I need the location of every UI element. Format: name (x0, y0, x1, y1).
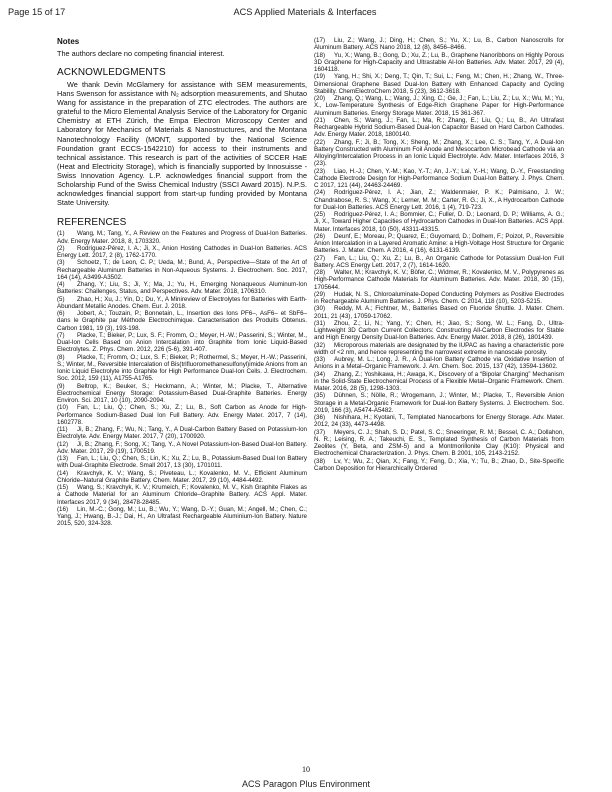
reference-number: (24) (314, 189, 326, 197)
reference-text: Lv, Y.; Wu, Z.; Qian, X.; Fang, Y.; Feng, D.; Xia, Y.; Tu, B.; Zhao, D., Site-Specific Carbon Deposition for Hierarchically Ordered (314, 457, 564, 472)
reference-item (314, 356, 564, 371)
reference-number: (10) (57, 404, 69, 412)
reference-number: (23) (314, 167, 326, 175)
reference-number: (17) (314, 37, 326, 44)
reference-text: Chen, S.; Wang, J.; Fan, L.; Ma, R.; Zhang, E.; Liu, Q.; Lu, B., An Ultrafast Rechargeable Hybrid Sodium-Based Dual-Ion Capacitor Based on Hard Carbon Cathodes. Adv. Energy Mater. 2018, 1800140. (314, 116, 564, 139)
reference-item (57, 404, 307, 426)
reference-list-left (57, 230, 307, 527)
reference-number: (12) (57, 440, 69, 448)
reference-number: (8) (57, 353, 65, 361)
reference-number: (27) (314, 254, 326, 262)
reference-number: (38) (314, 457, 326, 465)
reference-item (314, 371, 564, 393)
reference-item (314, 269, 564, 291)
reference-number: (5) (57, 295, 65, 303)
reference-text: Zhang, Q.; Wang, L.; Wang, J.; Xing, C.; Ge, J.; Fan, L.; Liu, Z.; Lu, X.; Wu, M.; Yu, X., Low-Temperature Synthesis of Edge-Rich Graphene Paper for High-Performance Aluminum Batteries. Energy Storage Mater. 2018, 15 361-367. (314, 95, 564, 117)
reference-text: Rodríguez-Pérez, I. A.; Bommier, C.; Fuller, D. D.; Leonard, D. P.; Williams, A. G.; Ji, X., Toward Higher Capacities of Hydrocarbon Cathodes in Dual-Ion Batteries. ACS Appl. Mater. Interfaces 2018, 10 (50), 43311-43315. (314, 211, 564, 233)
reference-number: (36) (314, 414, 326, 421)
reference-text: Beltrop, K.; Beuker, S.; Heckmann, A.; Winter, M.; Placke, T., Alternative Electrochemical Energy Storage: Potassium-Based Dual-Graphite Batteries. Energy Environ. Sci. 2017, 10 (10), 2090-2094. (57, 382, 307, 405)
reference-text: Fan, L.; Liu, Q.; Chen, S.; Lin, K.; Xu, Z.; Lu, B., Potassium-Based Dual Ion Battery with Dual-Graphite Electrode. Small 2017, 13 (30), 1701011. (57, 455, 307, 470)
reference-text: Rodríguez-Pérez, I. A.; Ji, X., Anion Hosting Cathodes in Dual-Ion Batteries. ACS Energy Lett. 2017, 2 (8), 1762-1770. (57, 244, 307, 260)
page-header (8, 7, 602, 21)
reference-text: Zhang, Y.; Liu, S.; Ji, Y.; Ma, J.; Yu, H., Emerging Nonaqueous Aluminum-Ion Batteries: Challenges, Status, and Perspectives. Adv. Mater. 2018, 1706310. (57, 281, 307, 296)
reference-number: (33) (314, 356, 326, 363)
page-footer: ACS Paragon Plus Environment (241, 779, 371, 789)
reference-text: Microporous materials are designated by the IUPAC as having a characteristic pore width of <2 nm, and hence representing the narrowest extreme in nanoscale porosity. (314, 341, 564, 356)
reference-number: (11) (57, 426, 68, 434)
reference-text: Deunf, E.; Moreau, P.; Quarez, E.; Guyomard, D.; Dolhem, F.; Poizot, P., Reversible Anion Intercalation in a Layered Aromatic Amine: a High-Voltage Host Structure for Organic Batteries. J. Mater. Chem. A 2016, 4 (16), 6131-6139. (314, 232, 564, 255)
reference-text: Fan, L.; Liu, Q.; Xu, Z.; Lu, B., An Organic Cathode for Potassium Dual-Ion Full Battery. ACS Energy Lett. 2017, 2 (7), 1614-1620. (314, 254, 564, 269)
reference-item (314, 73, 564, 95)
reference-number: (30) (314, 305, 326, 313)
reference-number: (35) (314, 392, 326, 400)
reference-text: Placke, T.; Fromm, O.; Lux, S. F.; Bieker, P.; Rothermel, S.; Meyer, H.-W.; Passerini, S.; Winter, M., Reversible Intercalation of Bis(trifluoromethanesulfonyl)imide Anions from an Ionic Liquid Electrolyte into Graphite for High Performance Dual-Ion Cells. J. Electrochem. Soc. 2012, 159 (11), A1755-A1765. (57, 353, 308, 383)
reference-text: Yu, X.; Wang, B.; Gong, D.; Xu, Z.; Lu, B., Graphene Nanoribbons on Highly Porous 3D Graphene for High-Capacity and Ultrastable Al-Ion Batteries. Adv. Mater. 2017, 29 (4), 1604118. (314, 51, 564, 73)
reference-item (57, 426, 307, 441)
reference-item (314, 305, 564, 320)
reference-text: Wang, M.; Tang, Y., A Review on the Features and Progress of Dual-Ion Batteries. Adv. Energy Mater. 2018, 8, 1703320. (57, 230, 307, 245)
reference-item (314, 291, 564, 306)
reference-item (57, 281, 307, 296)
reference-text: Zhang, F.; Ji, B.; Tong, X.; Sheng, M.; Zhang, X.; Lee, C. S.; Tang, Y., A Dual-Ion Battery Constructed with Aluminum Foil Anode and Mesocarbon Microbead Cathode via an Alloying/Intercalation Process in an Ionic Liquid Electrolyte. Adv. Mater. Interfaces 2016, 3 (23). (314, 138, 564, 168)
reference-item (314, 392, 564, 414)
reference-item (57, 245, 307, 260)
reference-item (314, 458, 564, 473)
reference-number: (34) (314, 370, 326, 378)
reference-number: (13) (57, 455, 69, 463)
reference-text: Reddy, M. A.; Fichtner, M., Batteries Based on Fluoride Shuttle. J. Mater. Chem. 2011, 21 (43), 17059-17062. (314, 305, 564, 320)
reference-number: (16) (57, 505, 69, 513)
reference-text: Lin, M.-C.; Gong, M.; Lu, B.; Wu, Y.; Wang, D.-Y.; Guan, M.; Angell, M.; Chen, C.; Yang, J.; Hwang, B.-J.; Dai, H., An Ultrafast Rechargeable Aluminium-Ion Battery. Nature 2015, 520, 324-328. (57, 505, 307, 528)
reference-text: Placke, T.; Bieker, P.; Lux, S. F.; Fromm, O.; Meyer, H.-W.; Passerini, S.; Winter, M., Dual-Ion Cells Based on Anion Intercalation into Graphite from Ionic Liquid-Based Electrolytes. Z. Phys. Chem. 2012, 226 (5-6), 391-407. (57, 331, 307, 354)
page-count-label: Page 15 of 17 (8, 7, 66, 17)
reference-text: Rodríguez-Pérez, I. A.; Jian, Z.; Waldenmaier, P. K.; Palmisano, J. W.; Chandrabose, R. S.; Wang, X.; Lerner, M. M.; Carter, R. G.; Ji, X., A Hydrocarbon Cathode for Dual-Ion Batteries. ACS Energy Lett. 2016, 1 (4), 719-723. (314, 189, 564, 211)
reference-number: (3) (57, 259, 65, 267)
reference-text: Aubrey, M. L.; Long, J. R., A Dual-Ion Battery Cathode via Oxidative Insertion of Anions in a Metal–Organic Framework. J. Am. Chem. Soc. 2015, 137 (42), 13594-13602. (314, 356, 564, 371)
reference-number: (37) (314, 428, 326, 436)
reference-text: Liu, Z.; Wang, J.; Ding, H.; Chen, S.; Yu, X.; Lu, B., Carbon Nanoscrolls for Aluminum Battery. ACS Nano 2018, 12 (8), 8456–8466. (314, 37, 564, 52)
reference-text: Nishihara, H.; Kyotani, T., Templated Nanocarbons for Energy Storage. Adv. Mater. 2012, 24 (33), 4473-4498. (314, 414, 564, 429)
reference-item (57, 455, 307, 470)
reference-item (314, 52, 564, 74)
acknowledgments-text: We thank Devin McGlamery for assistance with SEM measurements, Hans Swenson for assistance with N₂ adsorption measurements, and Shutao Wang for assistance in the preparation of ZTC electrodes. The authors are grateful to the Micro Elemental Analysis Service of the Laboratory for Organic Chemistry at ETH Zürich, the Empa Electron Microscopy Center and Laboratory for Mechanics of Materials & Nanostructures, and the Montana Nanotechnology Facility (MONT, supported by the National Science Foundation grant ECCS-1542210) for access to their instruments and technical assistance. This research is part of the activities of SCCER HaE (Heat and Electricity Storage), which is financially supported by Innosuisse - Swiss Innovation Agency. L.P. acknowledges financial support from the Scholarship Fund of the Swiss Chemical Industry (SSCI Award 2015). N.P.S. acknowledges financial support from start-up funding provided by Montana State University. (57, 80, 307, 208)
reference-text: Ji, B.; Zhang, F.; Wu, N.; Tang, Y., A Dual-Carbon Battery Based on Potassium-Ion Electrolyte. Adv. Energy Mater. 2017, 7 (20), 1700920. (57, 426, 307, 441)
reference-number: (4) (57, 281, 65, 289)
reference-number: (6) (57, 310, 65, 318)
reference-text: Jobert, A.; Touzain, P.; Bonnetain, L., Insertion des Ions PF6–, AsF6– et SbF6– dans le Graphite par Méthode Electrochimique. Caracterisation des Produits Obtenus. Carbon 1981, 19 (3), 193-198. (57, 310, 307, 332)
reference-item (57, 296, 307, 311)
reference-text: Yang, H.; Shi, X.; Deng, T.; Qin, T.; Sui, L.; Feng, M.; Chen, H.; Zhang, W., Three-Dimensional Graphene Based Dual-Ion Battery with Enhanced Capacity and Cycling Stability. ChemElectroChem 2018, 5 (23), 3612-3618. (314, 73, 564, 95)
left-column (57, 37, 307, 528)
reference-text: Schoetz, T.; de Leon, C. P.; Ueda, M.; Bund, A., Perspective—State of the Art of Rechargeable Aluminum Batteries in Non-Aqueous Systems. J. Electrochem. Soc. 2017, 164 (14), A3499-A3502. (57, 259, 307, 281)
acknowledgments-heading: ACKNOWLEDGMENTS (57, 67, 166, 78)
reference-number: (28) (314, 269, 326, 276)
reference-item (314, 255, 564, 270)
reference-number: (22) (314, 138, 326, 146)
reference-item (314, 211, 564, 233)
reference-number: (26) (314, 232, 326, 240)
reference-item (314, 168, 564, 190)
reference-number: (14) (57, 469, 69, 477)
reference-text: Fan, L.; Liu, Q.; Chen, S.; Xu, Z.; Lu, B., Soft Carbon as Anode for High-Performance Sodium-Based Dual Ion Full Battery. Adv. Energy Mater. 2017, 7 (14), 1602778. (57, 404, 307, 426)
reference-text: Hudak, N. S., Chloroaluminate-Doped Conducting Polymers as Positive Electrodes in Rechargeable Aluminum Batteries. J. Phys. Chem. C 2014, 118 (10), 5203-5215. (314, 290, 564, 305)
reference-text: Liao, H.-J.; Chen, Y.-M.; Kao, Y.-T.; An, J.-Y.; Lai, Y.-H.; Wang, D.-Y., Freestanding Cathode Electrode Design for High-Performance Sodium Dual-Ion Battery. J. Phys. Chem. C 2017, 121 (44), 24463-24469. (314, 167, 564, 189)
reference-item (57, 506, 307, 528)
reference-number: (15) (57, 484, 69, 492)
notes-text: The authors declare no competing financial interest. (57, 49, 225, 58)
reference-text: Dühnen, S.; Nölle, R.; Wrogemann, J.; Winter, M.; Placke, T., Reversible Anion Storage in a Metal-Organic Framework for Dual-Ion Battery Systems. J. Electrochem. Soc. 2019, 166 (3), A5474-A5482. (314, 392, 564, 414)
reference-item (57, 354, 307, 383)
reference-item (314, 189, 564, 211)
reference-number: (20) (314, 95, 326, 102)
reference-number: (9) (57, 382, 65, 390)
reference-number: (25) (314, 211, 326, 218)
page-number: 10 (302, 765, 310, 774)
reference-number: (29) (314, 290, 326, 298)
journal-title: ACS Applied Materials & Interfaces (233, 7, 377, 17)
reference-text: Walter, M.; Kravchyk, K. V.; Böfer, C.; Widmer, R.; Kovalenko, M. V., Polypyrenes as High-Performance Cathode Materials for Aluminum Batteries. Adv. Mater. 2018, 30 (15), 1705644. (314, 269, 564, 291)
reference-number: (1) (57, 230, 65, 238)
right-column (314, 37, 564, 472)
reference-item (57, 484, 307, 506)
reference-text: Zhang, Z.; Yoshikawa, H.; Awaga, K., Discovery of a “Bipolar Charging” Mechanism in the Solid-State Electrochemical Process of a Flexible Metal–Organic Framework. Chem. Mater. 2016, 28 (5), 1298-1303. (314, 370, 564, 392)
reference-text: Zhao, H.; Xu, J.; Yin, D.; Du, Y., A Minireview of Electrolytes for Batteries with Earth-Abundant Metallic Anodes. Chem. Eur. J. 2018. (57, 295, 307, 310)
reference-number: (19) (314, 73, 326, 81)
reference-item (314, 320, 564, 342)
reference-item (314, 233, 564, 255)
reference-item (314, 117, 564, 139)
reference-item (57, 230, 307, 245)
reference-item (57, 383, 307, 405)
reference-item (314, 342, 564, 357)
references-heading: REFERENCES (57, 217, 127, 229)
reference-text: Zhou, Z.; Li, N.; Yang, Y.; Chen, H.; Jiao, S.; Song, W. L.; Fang, D., Ultra-Lightweight 3D Carbon Current Collectors: Constructing All-Carbon Electrodes for Stable and High Energy Density Dual-Ion Batteries. Adv. Energy Mater. 2018, 8 (26), 1801439. (314, 319, 564, 342)
reference-text: Ji, B.; Zhang, F.; Song, X.; Tang, Y., A Novel Potassium-Ion-Based Dual-Ion Battery. Adv. Mater. 2017, 29 (19), 1700519. (57, 440, 307, 455)
reference-number: (2) (57, 244, 65, 252)
reference-number: (7) (57, 331, 65, 339)
reference-number: (31) (314, 319, 326, 327)
reference-text: Kravchyk, K. V.; Wang, S.; Piveteau, L.; Kovalenko, M. V., Efficient Aluminum Chloride–Natural Graphite Battery. Chem. Mater. 2017, 29 (10), 4484-4492. (57, 469, 307, 484)
reference-item (314, 37, 564, 52)
reference-number: (21) (314, 116, 326, 124)
reference-item (314, 414, 564, 429)
reference-list-right (314, 37, 564, 472)
reference-item (57, 332, 307, 354)
reference-item (57, 310, 307, 332)
reference-item (314, 95, 564, 117)
reference-item (57, 259, 307, 281)
reference-number: (18) (314, 51, 326, 59)
reference-item (57, 470, 307, 485)
reference-text: Wang, S.; Kravchyk, K. V.; Krumeich, F.; Kovalenko, M. V., Kish Graphite Flakes as a Cathode Material for an Aluminum Chloride–Graphite Battery. ACS Appl. Mater. Interfaces 2017, 9 (34), 28478-28485. (57, 484, 307, 506)
reference-item (314, 429, 564, 458)
reference-text: Meyers, C. J.; Shah, S. D.; Patel, S. C.; Sneeringer, R. M.; Bessel, C. A.; Dollahon, N. R.; Leising, R. A.; Takeuchi, E. S., Templated Synthesis of Carbon Materials from Zeolites (Y, Beta, and ZSM-5) and a Montmorillonite Clay (K10): Physical and Electrochemical Characterization. J. Phys. Chem. B 2001, 105, 2143-2152. (314, 428, 564, 458)
reference-item (314, 139, 564, 168)
reference-item (57, 441, 307, 456)
reference-number: (32) (314, 341, 326, 349)
notes-heading: Notes (57, 37, 80, 46)
